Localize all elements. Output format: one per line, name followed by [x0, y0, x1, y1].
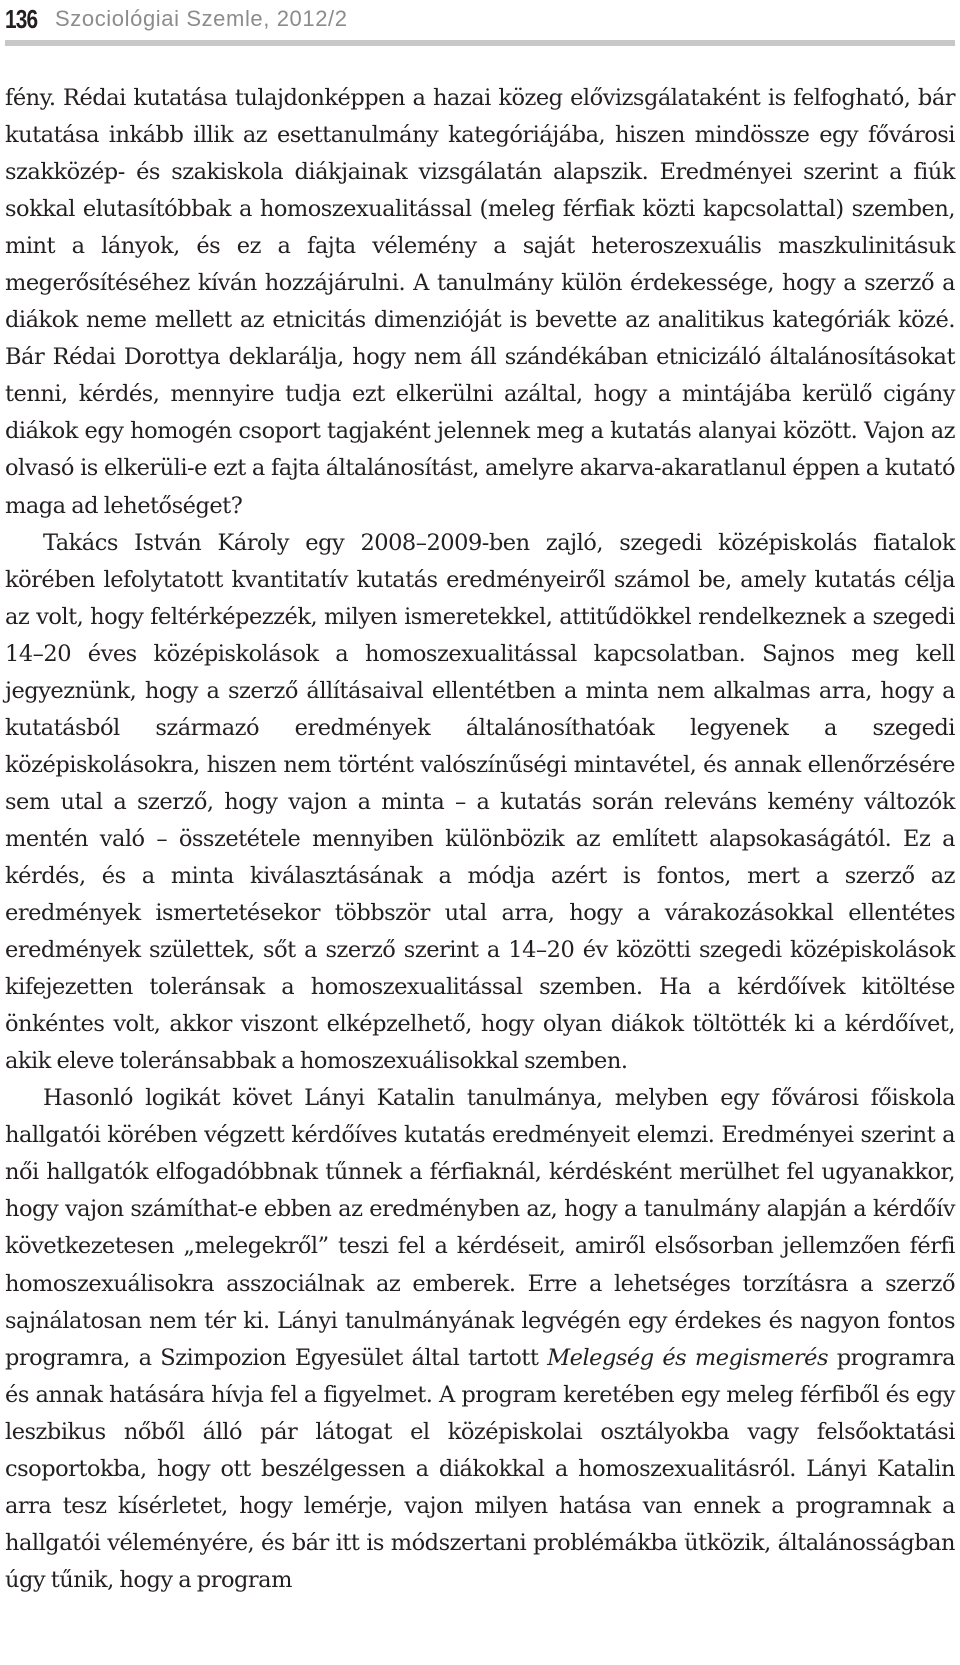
page-header [5, 0, 955, 36]
paragraph-2: Takács István Károly egy 2008–2009-ben zajló, szegedi középiskolás fiatalok körében lefolytatott kvantitatív kutatás eredményeiről számol be, amely kutatás célja az volt, hogy feltérképezzék, milyen ismeretekkel, attitűdökkel rendelkeznek a szegedi 14–20 éves középiskolások a homoszexualitással kapcsolatban. Sajnos meg kell jegyeznünk, hogy a szerző állításaival ellentétben a minta nem alkalmas arra, hogy a kutatásból származó eredmények általánosíthatóak legyenek a szegedi középiskolásokra, hiszen nem történt valószínűségi mintavétel, és annak ellenőrzésére sem utal a szerző, hogy vajon a minta – a kutatás során releváns kemény változók mentén való – összetétele mennyiben különbözik az említett alapsokaságától. Ez a kérdés, és a minta kiválasztásának a módja azért is fontos, mert a szerző az eredmények ismertetésekor többször utal arra, hogy a várakozásokkal ellentétes eredmények születtek, sőt a szerző szerint a 14–20 év közötti szegedi középiskolások kifejezetten toleránsak a homoszexualitással szemben. Ha a kérdőívek kitöltése önkéntes volt, akkor viszont elképzelhető, hogy olyan diákok töltötték ki a kérdőívet, akik eleve toleránsabbak a homoszexuálisokkal szemben. [5, 529, 955, 1075]
paragraph-3 [5, 1080, 955, 1599]
page-number: 136 [5, 4, 38, 34]
program-title-italic: Melegség és megismerés [547, 1344, 828, 1371]
paragraph-3-text-before: Hasonló logikát követ Lányi Katalin tanulmánya, melyben egy fővárosi főiskola hallgatói körében végzett kérdőíves kutatás eredményeit elemzi. Eredményei szerint a női hallgatók elfogadóbbnak tűnnek a férfiaknál, kérdésként merülhet fel ugyanakkor, hogy vajon számíthat-e ebben az eredményben az, hogy a tanulmány alapján a kérdőív következetesen „melegekről” teszi fel a kérdéseit, amiről elsősorban jellemzően férfi homoszexuálisokra asszociálnak az emberek. Erre a lehetséges torzításra a szerző sajnálatosan nem tér ki. Lányi tanulmányának legvégén egy érdekes és nagyon fontos programra, a Szimpozion Egyesület által tartott [5, 1085, 955, 1371]
header-rule [5, 40, 955, 46]
article-body [5, 80, 955, 1599]
journal-title: Szociológiai Szemle, 2012/2 [55, 6, 348, 31]
paragraph-3-text-after: programra és annak hatására hívja fel a figyelmet. A program keretében egy meleg férfiből és egy leszbikus nőből álló pár látogat el középiskolai osztályokba vagy felsőoktatási csoportokba, hogy ott beszélgessen a diákokkal a homoszexualitásról. Lányi Katalin arra tesz kísérletet, hogy lemérje, vajon milyen hatása van ennek a programnak a hallgatói véleményére, és bár itt is módszertani problémákba ütközik, általánosságban úgy tűnik, hogy a program [5, 1344, 956, 1593]
paragraph-1: fény. Rédai kutatása tulajdonképpen a hazai közeg elővizsgálataként is felfogható, bár kutatása inkább illik az esettanulmány kategóriájába, hiszen mindössze egy fővárosi szakközép- és szakiskola diákjainak vizsgálatán alapszik. Eredményei szerint a fiúk sokkal elutasítóbbak a homoszexualitással (meleg férfiak közti kapcsolattal) szemben, mint a lányok, és ez a fajta vélemény a saját heteroszexuális maszkulinitásuk megerősítéséhez kíván hozzájárulni. A tanulmány külön érdekessége, hogy a szerző a diákok neme mellett az etnicitás dimenzióját is bevette az analitikus kategóriák közé. Bár Rédai Dorottya deklarálja, hogy nem áll szándékában etnicizáló általánosításokat tenni, kérdés, mennyire tudja ezt elkerülni azáltal, hogy a mintájába kerülő cigány diákok egy homogén csoport tagjaként jelennek meg a kutatás alanyai között. Vajon az olvasó is elkerüli-e ezt a fajta általánosítást, amelyre akarva-akaratlanul éppen a kutató maga ad lehetőséget? [5, 85, 955, 519]
